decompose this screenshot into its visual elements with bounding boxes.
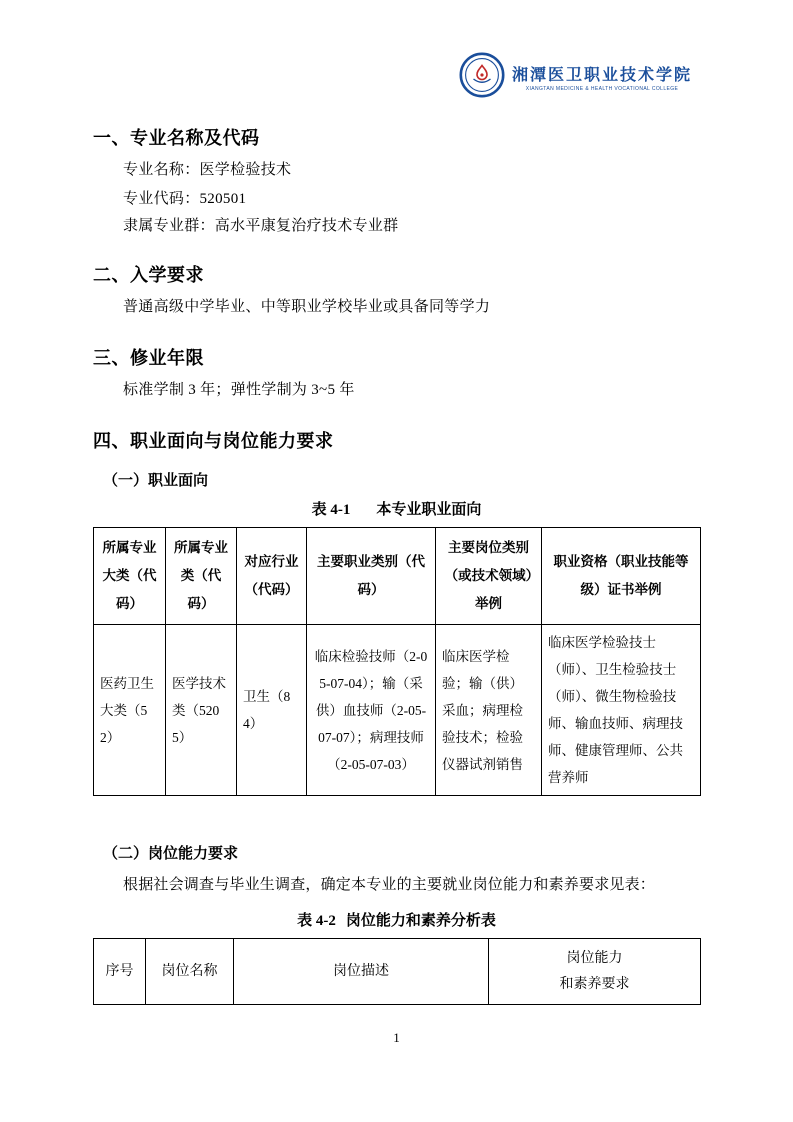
- post-ability-table: [93, 938, 701, 1005]
- table1-header-industry: 对应行业（代码）: [237, 528, 307, 625]
- college-header: [93, 52, 692, 102]
- major-name-line: 专业名称：医学检验技术: [123, 162, 292, 178]
- table1-cell-major-category: 医药卫生大类（52）: [94, 625, 166, 796]
- table2-caption-title: 岗位能力和素养分析表: [345, 913, 496, 929]
- table-row: [94, 939, 701, 1005]
- entry-requirement-line: 普通高级中学毕业、中等职业学校毕业或具备同等学力: [123, 299, 491, 315]
- section4-heading: 四、职业面向与岗位能力要求: [93, 431, 334, 451]
- study-length-line: 标准学制 3 年；弹性学制为 3~5 年: [123, 382, 355, 398]
- table2-caption: [93, 909, 700, 930]
- table1-caption-label: 表 4-1: [311, 502, 351, 518]
- major-code-line: 专业代码：520501: [123, 191, 247, 207]
- table1-caption: [93, 498, 700, 519]
- section4-sub1: （一）职业面向: [103, 472, 209, 489]
- table1-cell-major-class: 医学技术类（5205）: [166, 625, 237, 796]
- section1-heading: 一、专业名称及代码: [93, 128, 260, 148]
- table2-header-ability-line2: 和素养要求: [559, 976, 630, 992]
- section3-heading: 三、修业年限: [93, 348, 204, 368]
- table1-header-major-class: 所属专业类（代码）: [166, 528, 237, 625]
- college-name-block: [512, 62, 692, 92]
- survey-paragraph: 根据社会调查与毕业生调查，确定本专业的主要就业岗位能力和素养要求见表：: [123, 877, 656, 893]
- table1-cell-certificates: 临床医学检验技士（师）、卫生检验技士（师）、微生物检验技师、输血技师、病理技师、健康管理师、公共营养师: [542, 625, 701, 796]
- table-row: [94, 528, 701, 625]
- table1-cell-occupation: 临床检验技师（2-05-07-04）；输（采供）血技师（2-05-07-07）；病理技师（2-05-07-03）: [307, 625, 436, 796]
- career-orientation-table: [93, 527, 701, 796]
- table2-header-ability: [489, 939, 701, 1005]
- table2-header-index: 序号: [94, 939, 146, 1005]
- college-name-en: XIANGTAN MEDICINE & HEALTH VOCATIONAL COLLEGE: [525, 86, 679, 92]
- table1-cell-post-examples: 临床医学检验；输（供）采血；病理检验技术；检验仪器试剂销售: [436, 625, 542, 796]
- page-number: 1: [393, 1030, 400, 1045]
- table2-caption-label: 表 4-2: [297, 913, 336, 929]
- table2-header-ability-line1: 岗位能力: [566, 950, 623, 966]
- table-row: [94, 625, 701, 796]
- table1-header-post-examples: 主要岗位类别（或技术领域）举例: [436, 528, 542, 625]
- major-group-line: 隶属专业群：高水平康复治疗技术专业群: [123, 218, 399, 234]
- table1-header-certificates: 职业资格（职业技能等级）证书举例: [542, 528, 701, 625]
- section2-heading: 二、入学要求: [93, 265, 204, 285]
- table1-cell-industry: 卫生（84）: [237, 625, 307, 796]
- table1-header-major-category: 所属专业大类（代码）: [94, 528, 166, 625]
- college-name-cn: 湘潭医卫职业技术学院: [511, 67, 692, 84]
- table1-header-occupation: 主要职业类别（代码）: [307, 528, 436, 625]
- section4-sub2: （二）岗位能力要求: [103, 845, 239, 862]
- table2-header-post-name: 岗位名称: [146, 939, 234, 1005]
- college-logo-icon: [459, 52, 505, 103]
- table2-header-post-description: 岗位描述: [234, 939, 489, 1005]
- table1-caption-title: 本专业职业面向: [376, 502, 482, 518]
